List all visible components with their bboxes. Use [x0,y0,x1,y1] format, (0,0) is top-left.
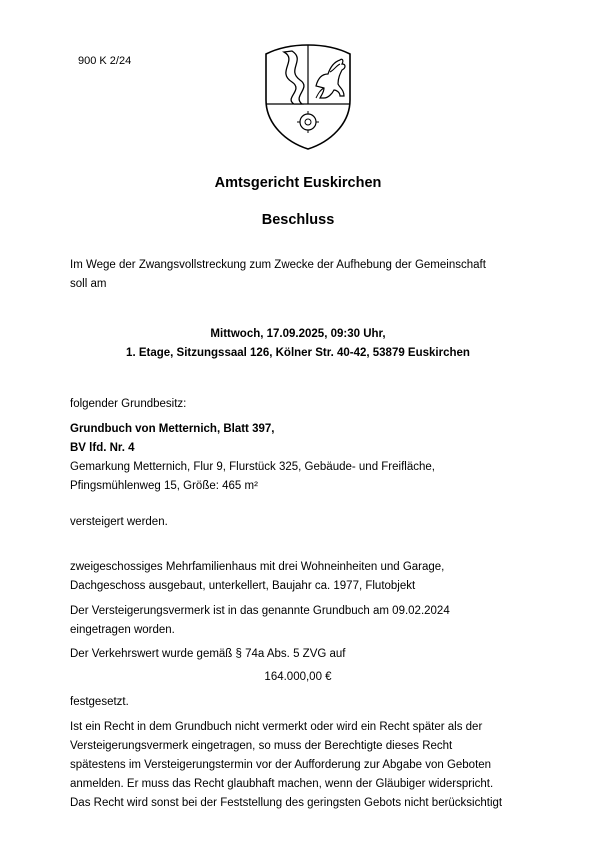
rights-line-5: Das Recht wird sonst bei der Feststellung des geringsten Gebots nicht berücksichtigt [70,797,503,809]
auction-location: 1. Etage, Sitzungssaal 126, Kölner Str. 40-42, 53879 Euskirchen [126,347,470,359]
rights-line-3: spätestens im Versteigerungstermin vor der Aufforderung zur Abgabe von Geboten [70,759,492,771]
file-reference: 900 K 2/24 [78,55,132,67]
rights-line-1: Ist ein Recht in dem Grundbuch nicht vermerkt oder wird ein Recht später als der [70,721,483,733]
register-note-line-2: eingetragen worden. [70,624,175,636]
bv-number: BV lfd. Nr. 4 [70,442,135,454]
court-name: Amtsgericht Euskirchen [214,175,382,191]
rights-line-2: Versteigerungsvermerk eingetragen, so muss der Berechtigte dieses Recht [70,740,453,752]
description-line-2: Dachgeschoss ausgebaut, unterkellert, Baujahr ca. 1977, Flutobjekt [70,580,416,592]
parcel-line-2: Pfingsmühlenweg 15, Größe: 465 m² [70,480,258,492]
description-line-1: zweigeschossiges Mehrfamilienhaus mit drei Wohneinheiten und Garage, [70,561,445,573]
coat-of-arms-icon [258,42,358,152]
auction-line: versteigert werden. [70,516,168,528]
parcel-line-1: Gemarkung Metternich, Flur 9, Flurstück 325, Gebäude- und Freifläche, [70,461,435,473]
register-note-line-1: Der Versteigerungsvermerk ist in das genannte Grundbuch am 09.02.2024 [70,605,450,617]
rights-line-4: anmelden. Er muss das Recht glaubhaft machen, wenn der Gläubiger widerspricht. [70,778,494,790]
document-title: Beschluss [261,212,335,228]
intro-line-1: Im Wege der Zwangsvollstreckung zum Zwecke der Aufhebung der Gemeinschaft [70,259,486,271]
property-intro: folgender Grundbesitz: [70,398,187,410]
intro-line-2: soll am [70,278,107,290]
value-intro: Der Verkehrswert wurde gemäß § 74a Abs. 5 ZVG auf [70,648,346,660]
auction-date: Mittwoch, 17.09.2025, 09:30 Uhr, [210,328,386,340]
market-value-amount: 164.000,00 € [264,671,332,683]
land-register: Grundbuch von Metternich, Blatt 397, [70,423,275,435]
value-outro: festgesetzt. [70,696,129,708]
